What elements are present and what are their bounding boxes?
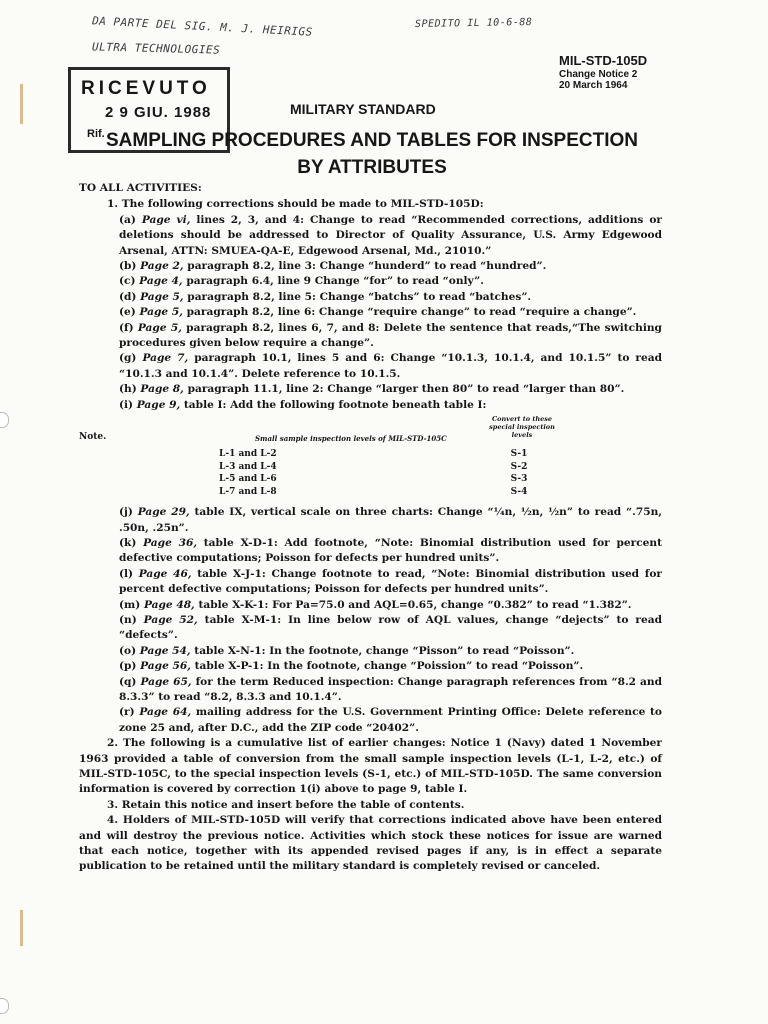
handwritten-sent-date: SPEDITO IL 10-6-88 bbox=[414, 16, 533, 31]
punch-hole bbox=[0, 998, 9, 1014]
correction-m-text: table X-K-1: For Pa=75.0 and AQL=0.65, change “0.382” to read “1.382”. bbox=[198, 598, 632, 611]
correction-k: (k) Page 36, table X-D-1: Add footnote, “Note: Binomial distribution used for percent defective computations; Poisson for defects per hundred units”. bbox=[119, 536, 662, 565]
correction-k-ref: Page 36, bbox=[143, 536, 198, 549]
correction-l-ref: Page 46, bbox=[138, 567, 192, 580]
correction-h-text: paragraph 11.1, line 2: Change “larger then 80” to read “larger than 80”. bbox=[187, 383, 625, 396]
correction-a: (a) Page vi, lines 2, 3, and 4: Change to read “Recommended corrections, additions or deletions should be addressed to Director of Quality Assurance, U.S. Army Edgewood Arsenal, ATTN: SMUEA-QA-E, Edgewood Arsenal, Md., 21010.” bbox=[119, 213, 662, 257]
table-cell-from: L-1 and L-2 bbox=[219, 449, 277, 460]
table-header-small-sample: Small sample inspection levels of MIL-STD-105C bbox=[255, 434, 447, 444]
punch-hole bbox=[0, 412, 9, 428]
correction-f-text: paragraph 8.2, lines 6, 7, and 8: Delete the sentence that reads,“The switching procedures given below require a change”. bbox=[119, 321, 662, 350]
correction-k-text: table X-D-1: Add footnote, “Note: Binomial distribution used for percent defective computations; Poisson for defects per hundred units”. bbox=[119, 536, 662, 565]
stamp-date: 2 9 GIU. 1988 bbox=[105, 104, 212, 121]
table-cell-to: S-4 bbox=[510, 486, 528, 497]
correction-q: (q) Page 65, for the term Reduced inspection: Change paragraph references from “8.2 and 8.3.3” to read “8.2, 8.3.3 and 10.1.4”. bbox=[119, 675, 663, 703]
handwritten-sender: DA PARTE DEL SIG. M. J. HEIRIGS bbox=[91, 14, 314, 39]
correction-q-text: for the term Reduced inspection: Change paragraph references from “8.2 and 8.3.3” to read “8.2, 8.3.3 and 10.1.4”. bbox=[119, 675, 663, 703]
correction-l: (l) Page 46, table X-J-1: Change footnote to read, “Note: Binomial distribution used for percent defective computations; Poisson for defects per hundred units”. bbox=[119, 567, 662, 596]
table-cell-from: L-5 and L-6 bbox=[219, 474, 277, 485]
correction-j-ref: Page 29, bbox=[137, 506, 190, 519]
correction-f-ref: Page 5, bbox=[137, 321, 182, 334]
correction-g-ref: Page 7, bbox=[142, 352, 189, 365]
table-row bbox=[219, 473, 559, 486]
correction-b: (b) Page 2, paragraph 8.2, line 3: Change “hunderd” to read “hundred”. bbox=[119, 260, 547, 273]
standard-identifier bbox=[559, 54, 647, 91]
correction-p-text: table X-P-1: In the footnote, change “Poission” to read “Poisson”. bbox=[194, 660, 584, 673]
correction-a-ref: Page vi, bbox=[141, 213, 191, 226]
correction-e-text: paragraph 8.2, line 6: Change “require change” to read “require a change”. bbox=[186, 306, 637, 319]
table-cell-from: L-3 and L-4 bbox=[219, 461, 277, 472]
correction-e: (e) Page 5, paragraph 8.2, line 6: Change “require change” to read “require a change”. bbox=[119, 306, 637, 319]
military-standard-label: MILITARY STANDARD bbox=[290, 101, 436, 117]
correction-i-text: table I: Add the following footnote beneath table I: bbox=[183, 398, 487, 411]
correction-n-ref: Page 52, bbox=[143, 613, 198, 626]
title-line-1: SAMPLING PROCEDURES AND TABLES FOR INSPECTION bbox=[105, 130, 639, 151]
correction-e-ref: Page 5, bbox=[139, 306, 183, 319]
table-note-label: Note. bbox=[79, 432, 107, 443]
handwritten-company: ULTRA TECHNOLOGIES bbox=[91, 40, 221, 57]
correction-g: (g) Page 7, paragraph 10.1, lines 5 and 6: Change “10.1.3, 10.1.4, and 10.1.5” to read “10.1.3 and 10.1.4”. Delete reference to 10.1.5. bbox=[119, 352, 662, 380]
correction-m-ref: Page 48, bbox=[143, 598, 195, 611]
correction-n: (n) Page 52, table X-M-1: In line below row of AQL values, change “dejects” to read “defects”. bbox=[119, 613, 662, 642]
margin-mark bbox=[20, 84, 23, 124]
correction-r-ref: Page 64, bbox=[139, 706, 192, 719]
document-body bbox=[79, 181, 662, 875]
paragraph-2: 2. The following is a cumulative list of earlier changes: Notice 1 (Navy) dated 1 November 1963 provided a table of conversion from the small sample inspection levels (L-1, L-2, etc.) of MIL-STD-105C, to the special inspection levels (S-1, etc.) of MIL-STD-105D. The same conversion information is covered by correction 1(i) above to page 9, table I. bbox=[79, 737, 662, 796]
correction-c-text: paragraph 6.4, line 9 Change “for” to read “only”. bbox=[186, 275, 484, 288]
paragraph-3: 3. Retain this notice and insert before the table of contents. bbox=[107, 798, 465, 811]
correction-o: (o) Page 54, table X-N-1: In the footnote, change “Pisson” to read “Poisson”. bbox=[119, 644, 575, 657]
paragraph-1: 1. The following corrections should be made to MIL-STD-105D: bbox=[107, 198, 484, 211]
correction-j-text: table IX, vertical scale on three charts: Change “¼n, ½n, ½n” to read “.75n, .50n, .25n”. bbox=[119, 506, 662, 534]
conversion-table bbox=[79, 415, 662, 501]
table-rows bbox=[219, 448, 559, 498]
table-cell-to: S-2 bbox=[510, 461, 528, 472]
correction-b-text: paragraph 8.2, line 3: Change “hunderd” to read “hundred”. bbox=[187, 260, 547, 273]
table-cell-from: L-7 and L-8 bbox=[219, 486, 277, 497]
correction-d-text: paragraph 8.2, line 5: Change “batchs” to read “batches”. bbox=[187, 290, 532, 303]
table-row bbox=[219, 461, 559, 474]
correction-a-text: lines 2, 3, and 4: Change to read “Recommended corrections, additions or deletions should be addressed to Director of Quality Assurance, U.S. Army Edgewood Arsenal, ATTN: SMUEA-QA-E, Edgewood Arsenal, Md., 21010.” bbox=[119, 213, 662, 257]
table-row bbox=[219, 448, 559, 461]
correction-r-text: mailing address for the U.S. Government Printing Office: Delete reference to zone 25 and, after D.C., add the ZIP code “20402”. bbox=[119, 706, 662, 734]
correction-h-ref: Page 8, bbox=[140, 383, 184, 396]
table-cell-to: S-3 bbox=[510, 474, 528, 485]
table-row bbox=[219, 486, 559, 499]
table-header-special-levels: Convert to these special inspection levels bbox=[489, 415, 555, 440]
change-notice: Change Notice 2 bbox=[559, 68, 638, 80]
correction-q-ref: Page 65, bbox=[140, 675, 192, 688]
correction-o-text: table X-N-1: In the footnote, change “Pisson” to read “Poisson”. bbox=[194, 644, 575, 657]
notice-date: 20 March 1964 bbox=[559, 79, 628, 91]
correction-b-ref: Page 2, bbox=[140, 260, 184, 273]
standard-number: MIL-STD-105D bbox=[559, 53, 648, 68]
document-title bbox=[92, 127, 652, 181]
correction-d: (d) Page 5, paragraph 8.2, line 5: Change “batchs” to read “batches”. bbox=[119, 290, 532, 303]
correction-i-ref: Page 9, bbox=[136, 398, 181, 411]
correction-j: (j) Page 29, table IX, vertical scale on three charts: Change “¼n, ½n, ½n” to read “.75n, .50n, .25n”. bbox=[119, 506, 662, 534]
correction-i: (i) Page 9, table I: Add the following footnote beneath table I: bbox=[119, 398, 487, 411]
correction-m: (m) Page 48, table X-K-1: For Pa=75.0 and AQL=0.65, change “0.382” to read “1.382”. bbox=[119, 598, 632, 611]
correction-c-ref: Page 4, bbox=[139, 275, 183, 288]
correction-f: (f) Page 5, paragraph 8.2, lines 6, 7, and 8: Delete the sentence that reads,“The switching procedures given below require a change”. bbox=[119, 321, 662, 350]
title-line-2: BY ATTRIBUTES bbox=[297, 157, 447, 178]
correction-h: (h) Page 8, paragraph 11.1, line 2: Change “larger then 80” to read “larger than 80”. bbox=[119, 383, 625, 396]
correction-o-ref: Page 54, bbox=[139, 644, 191, 657]
correction-g-text: paragraph 10.1, lines 5 and 6: Change “10.1.3, 10.1.4, and 10.1.5” to read “10.1.3 and 10.1.4”. Delete reference to 10.1.5. bbox=[119, 352, 662, 380]
correction-n-text: table X-M-1: In line below row of AQL values, change “dejects” to read “defects”. bbox=[119, 613, 662, 642]
addressee: TO ALL ACTIVITIES: bbox=[79, 182, 202, 194]
correction-l-text: table X-J-1: Change footnote to read, “Note: Binomial distribution used for percent defective computations; Poisson for defects per hundred units”. bbox=[119, 567, 662, 596]
stamp-label: Rif. bbox=[87, 128, 105, 140]
correction-p-ref: Page 56, bbox=[140, 660, 191, 673]
margin-mark bbox=[20, 910, 23, 946]
correction-c: (c) Page 4, paragraph 6.4, line 9 Change “for” to read “only”. bbox=[119, 275, 484, 288]
paragraph-4: 4. Holders of MIL-STD-105D will verify that corrections indicated above have been entered and will destroy the previous notice. Activities which stock these notices for issue are warned that each notice, together with its appended revised pages if any, is in effect a separate publication to be retained until the military standard is completely revised or canceled. bbox=[79, 814, 662, 873]
correction-d-ref: Page 5, bbox=[140, 290, 184, 303]
stamp-title: RICEVUTO bbox=[81, 78, 211, 99]
table-cell-to: S-1 bbox=[510, 449, 528, 460]
correction-r: (r) Page 64, mailing address for the U.S. Government Printing Office: Delete reference to zone 25 and, after D.C., add the ZIP code “20402”. bbox=[119, 706, 662, 734]
correction-p: (p) Page 56, table X-P-1: In the footnote, change “Poission” to read “Poisson”. bbox=[119, 660, 584, 673]
